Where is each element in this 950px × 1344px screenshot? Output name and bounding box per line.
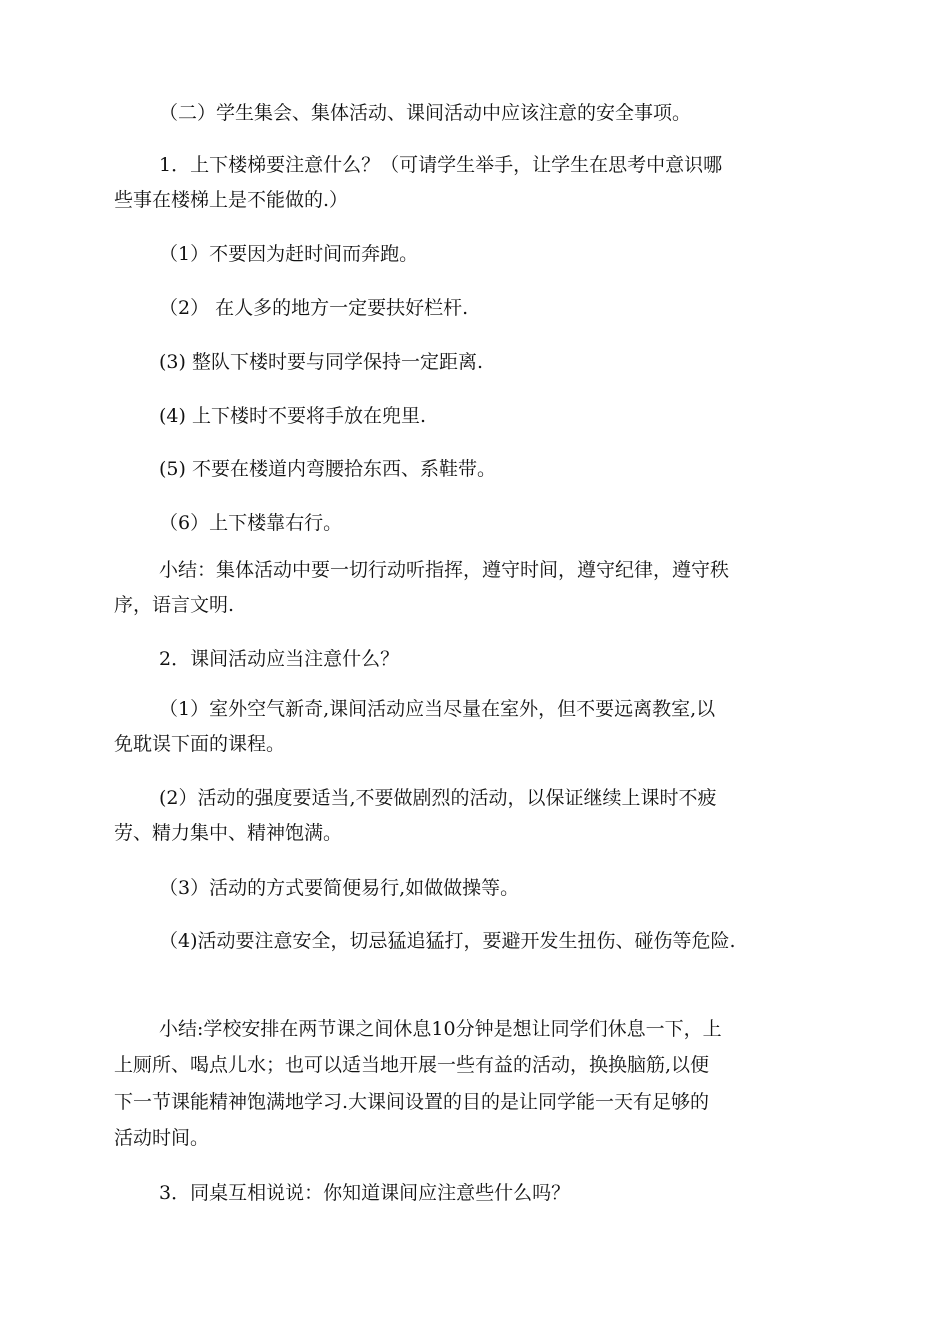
q1-item-6: （6）上下楼靠右行。 bbox=[159, 512, 343, 534]
q2-item-2-line-1: (2）活动的强度要适当,不要做剧烈的活动，以保证继续上课时不疲 bbox=[159, 787, 717, 809]
question-1-line-2: 些事在楼梯上是不能做的.） bbox=[114, 189, 349, 211]
q2-item-3: （3）活动的方式要简便易行,如做做操等。 bbox=[159, 877, 520, 899]
q2-summary-line-1: 小结:学校安排在两节课之间休息10分钟是想让同学们休息一下，上 bbox=[159, 1018, 722, 1040]
q2-summary-line-3: 下一节课能精神饱满地学习.大课间设置的目的是让同学能一天有足够的 bbox=[114, 1091, 710, 1113]
q2-item-1-line-1: （1）室外空气新奇,课间活动应当尽量在室外，但不要远离教室,以 bbox=[159, 698, 716, 720]
section-heading: （二）学生集会、集体活动、课间活动中应该注意的安全事项。 bbox=[159, 102, 692, 124]
q1-item-4: (4) 上下楼时不要将手放在兜里. bbox=[159, 405, 426, 427]
q2-summary-line-2: 上厕所、喝点儿水；也可以适当地开展一些有益的活动，换换脑筋,以便 bbox=[114, 1054, 710, 1076]
q1-summary-line-1: 小结：集体活动中要一切行动听指挥，遵守时间，遵守纪律，遵守秩 bbox=[159, 559, 730, 581]
q1-item-5: (5) 不要在楼道内弯腰拾东西、系鞋带。 bbox=[159, 458, 496, 480]
question-3-heading: 3．同桌互相说说：你知道课间应注意些什么吗？ bbox=[159, 1182, 571, 1204]
q2-item-2-line-2: 劳、精力集中、精神饱满。 bbox=[114, 822, 343, 844]
q1-item-3: (3) 整队下楼时要与同学保持一定距离. bbox=[159, 351, 483, 373]
question-1-line-1: 1．上下楼梯要注意什么？（可请学生举手，让学生在思考中意识哪 bbox=[159, 154, 723, 176]
q1-item-1: （1）不要因为赶时间而奔跑。 bbox=[159, 243, 419, 265]
q2-item-4: （4)活动要注意安全，切忌猛追猛打，要避开发生扭伤、碰伤等危险. bbox=[159, 930, 736, 952]
question-2-heading: 2．课间活动应当注意什么？ bbox=[159, 648, 400, 670]
q1-summary-line-2: 序，语言文明. bbox=[114, 594, 235, 616]
q1-item-2: （2） 在人多的地方一定要扶好栏杆. bbox=[159, 297, 469, 319]
q2-summary-line-4: 活动时间。 bbox=[114, 1127, 210, 1149]
q2-item-1-line-2: 免耽误下面的课程。 bbox=[114, 733, 286, 755]
